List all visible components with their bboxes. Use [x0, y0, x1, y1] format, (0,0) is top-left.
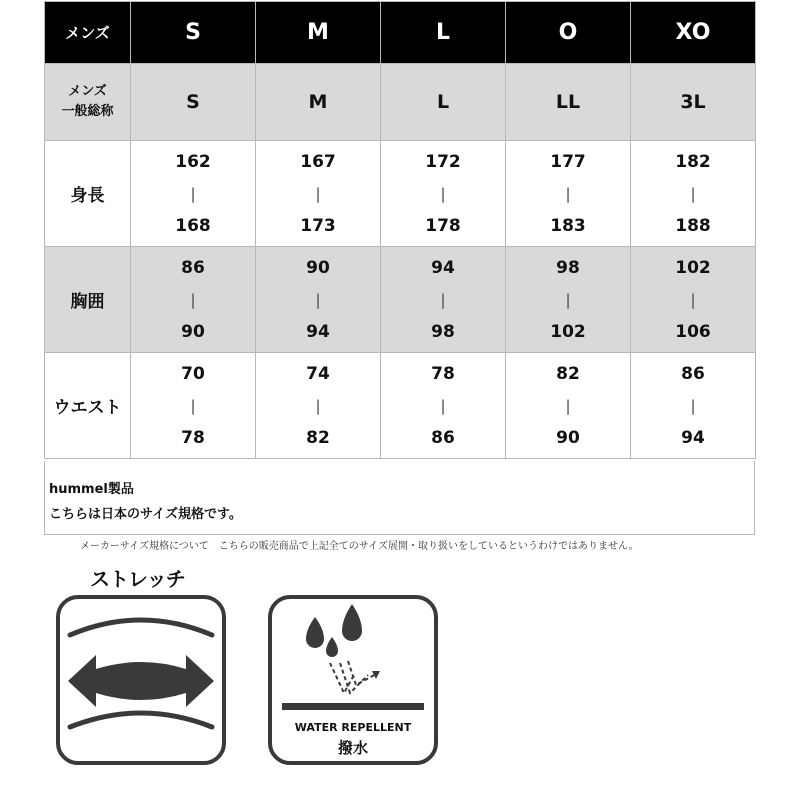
disclaimer: メーカーサイズ規格について こちらの販売商品で上記全てのサイズ展開・取り扱いをしているというわけではありません。 [80, 541, 639, 552]
range-cell [631, 353, 756, 459]
range-separator: | [315, 396, 321, 415]
range-separator: | [690, 184, 696, 203]
range-min: 167 [300, 151, 336, 172]
range-separator: | [565, 184, 571, 203]
range-max: 94 [681, 427, 705, 448]
range-max: 102 [550, 321, 586, 342]
chest-row [45, 247, 756, 353]
range-cell [631, 247, 756, 353]
range-max: 86 [431, 427, 455, 448]
range-cell [256, 141, 381, 247]
range-separator: | [690, 396, 696, 415]
chest-label: 胸囲 [45, 247, 131, 353]
range-min: 98 [556, 257, 580, 278]
height-row [45, 141, 756, 247]
size-note [44, 461, 755, 535]
range-cell [131, 353, 256, 459]
range-min: 172 [425, 151, 461, 172]
range-max: 90 [556, 427, 580, 448]
range-max: 106 [675, 321, 711, 342]
range-cell [506, 353, 631, 459]
range-max: 90 [181, 321, 205, 342]
range-min: 162 [175, 151, 211, 172]
range-max: 98 [431, 321, 455, 342]
waist-row [45, 353, 756, 459]
range-cell [381, 353, 506, 459]
size-header: L [381, 2, 506, 64]
general-size: 3L [631, 64, 756, 141]
range-min: 182 [675, 151, 711, 172]
range-cell [256, 247, 381, 353]
range-cell [131, 141, 256, 247]
range-cell [256, 353, 381, 459]
range-min: 86 [681, 363, 705, 384]
range-min: 86 [181, 257, 205, 278]
range-separator: | [565, 396, 571, 415]
header-row [45, 2, 756, 64]
range-min: 102 [675, 257, 711, 278]
size-header: XO [631, 2, 756, 64]
general-size: M [256, 64, 381, 141]
range-min: 82 [556, 363, 580, 384]
stretch-title: ストレッチ [90, 567, 185, 591]
water-repellent-ja: 撥水 [337, 739, 368, 757]
range-separator: | [440, 290, 446, 309]
size-header: M [256, 2, 381, 64]
general-size: S [131, 64, 256, 141]
general-label-line2: 一般総称 [61, 104, 114, 119]
range-max: 178 [425, 215, 461, 236]
range-separator: | [440, 184, 446, 203]
range-min: 74 [306, 363, 330, 384]
range-separator: | [315, 184, 321, 203]
range-separator: | [565, 290, 571, 309]
size-header: O [506, 2, 631, 64]
stretch-icon [60, 599, 222, 761]
range-max: 78 [181, 427, 205, 448]
stretch-badge [56, 595, 226, 765]
size-chart-table [44, 1, 756, 459]
general-size: L [381, 64, 506, 141]
range-cell [381, 141, 506, 247]
waist-label: ウエスト [45, 353, 131, 459]
water-repellent-badge [268, 595, 438, 765]
range-max: 168 [175, 215, 211, 236]
note-brand: hummel製品 [49, 482, 134, 497]
range-cell [381, 247, 506, 353]
range-cell [506, 141, 631, 247]
range-cell [631, 141, 756, 247]
range-cell [131, 247, 256, 353]
range-max: 82 [306, 427, 330, 448]
general-size-row [45, 64, 756, 141]
general-label-line1: メンズ [68, 84, 107, 99]
range-max: 94 [306, 321, 330, 342]
range-min: 90 [306, 257, 330, 278]
range-min: 177 [550, 151, 586, 172]
note-standard: こちらは日本のサイズ規格です。 [49, 507, 242, 522]
range-separator: | [690, 290, 696, 309]
range-separator: | [190, 184, 196, 203]
range-min: 94 [431, 257, 455, 278]
general-size: LL [506, 64, 631, 141]
range-cell [506, 247, 631, 353]
range-separator: | [315, 290, 321, 309]
size-header: S [131, 2, 256, 64]
range-max: 188 [675, 215, 711, 236]
water-repellent-en: WATER REPELLENT [294, 721, 412, 734]
range-max: 173 [300, 215, 336, 236]
header-label: メンズ [45, 2, 131, 64]
range-min: 70 [181, 363, 205, 384]
range-separator: | [190, 396, 196, 415]
range-separator: | [190, 290, 196, 309]
height-label: 身長 [45, 141, 131, 247]
range-max: 183 [550, 215, 586, 236]
general-label [45, 64, 131, 141]
range-min: 78 [431, 363, 455, 384]
range-separator: | [440, 396, 446, 415]
